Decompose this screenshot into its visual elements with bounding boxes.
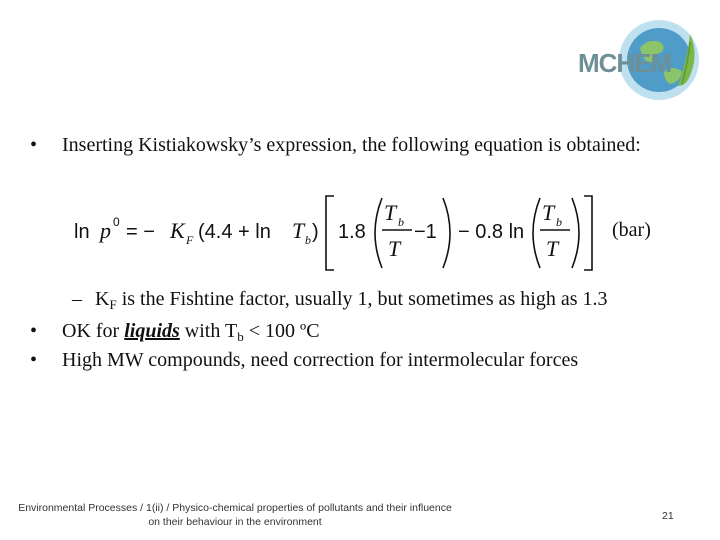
equation-graphic — [70, 190, 630, 278]
eq-ln: ln — [74, 221, 90, 243]
kf-symbol: K — [95, 288, 110, 310]
left-paren-1 — [375, 198, 382, 268]
liquids-pre: OK for — [62, 320, 125, 342]
eq-k: K — [170, 218, 185, 243]
right-paren-2 — [572, 198, 579, 268]
page-number: 21 — [662, 510, 674, 522]
bullet-text: High MW compounds, need correction for intermolecular forces — [62, 349, 579, 371]
liquids-post: < 100 ºC — [243, 320, 320, 342]
right-paren-1 — [443, 198, 450, 268]
eq-t: T — [292, 218, 305, 243]
subbullet-marker: – — [72, 288, 82, 310]
logo-text: MCHEM — [578, 48, 672, 78]
eq-p: p — [100, 218, 111, 243]
frac1-num-b: b — [398, 215, 404, 229]
frac2-num-b: b — [556, 215, 562, 229]
mchem-logo — [574, 14, 704, 106]
left-bracket — [326, 196, 334, 270]
bullet-text — [62, 319, 662, 349]
vapor-pressure-equation — [70, 190, 630, 278]
eq-paren-close: ) — [312, 221, 319, 243]
eq-coef: 1.8 — [338, 221, 366, 243]
equation-unit: (bar) — [612, 219, 651, 241]
liquids-emphasis: liquids — [124, 320, 180, 342]
subbullet-text — [95, 287, 608, 317]
left-paren-2 — [533, 198, 540, 268]
footer — [0, 501, 470, 529]
eq-p-sup: 0 — [113, 215, 120, 229]
eq-paren-term: (4.4 + ln — [198, 221, 271, 243]
frac2-den-t: T — [546, 236, 559, 261]
eq-equals: = − — [126, 221, 155, 243]
frac1-num-t: T — [384, 200, 397, 225]
kf-subscript: F — [109, 297, 117, 312]
frac2-num-t: T — [542, 200, 555, 225]
footer-line-1: Environmental Processes / 1(ii) / Physico-chemical properties of pollutants and their influence — [18, 502, 452, 514]
footer-line-2: on their behaviour in the environment — [148, 516, 322, 528]
fishtine-text: is the Fishtine factor, usually 1, but sometimes as high as 1.3 — [116, 288, 608, 310]
eq-minus-one: −1 — [414, 221, 437, 243]
bullet-text: Inserting Kistiakowsky’s expression, the following equation is obtained: — [62, 134, 641, 156]
liquids-mid: with T — [179, 320, 238, 342]
bullet-marker: • — [30, 349, 38, 371]
eq-t-sub: b — [305, 233, 311, 247]
eq-minus-08-ln: − 0.8 ln — [458, 221, 525, 243]
tb-subscript: b — [237, 329, 244, 344]
bullet-marker: • — [30, 320, 38, 342]
eq-k-sub: F — [186, 233, 194, 247]
bullet-marker: • — [30, 134, 38, 156]
right-bracket — [584, 196, 592, 270]
frac1-den-t: T — [388, 236, 401, 261]
